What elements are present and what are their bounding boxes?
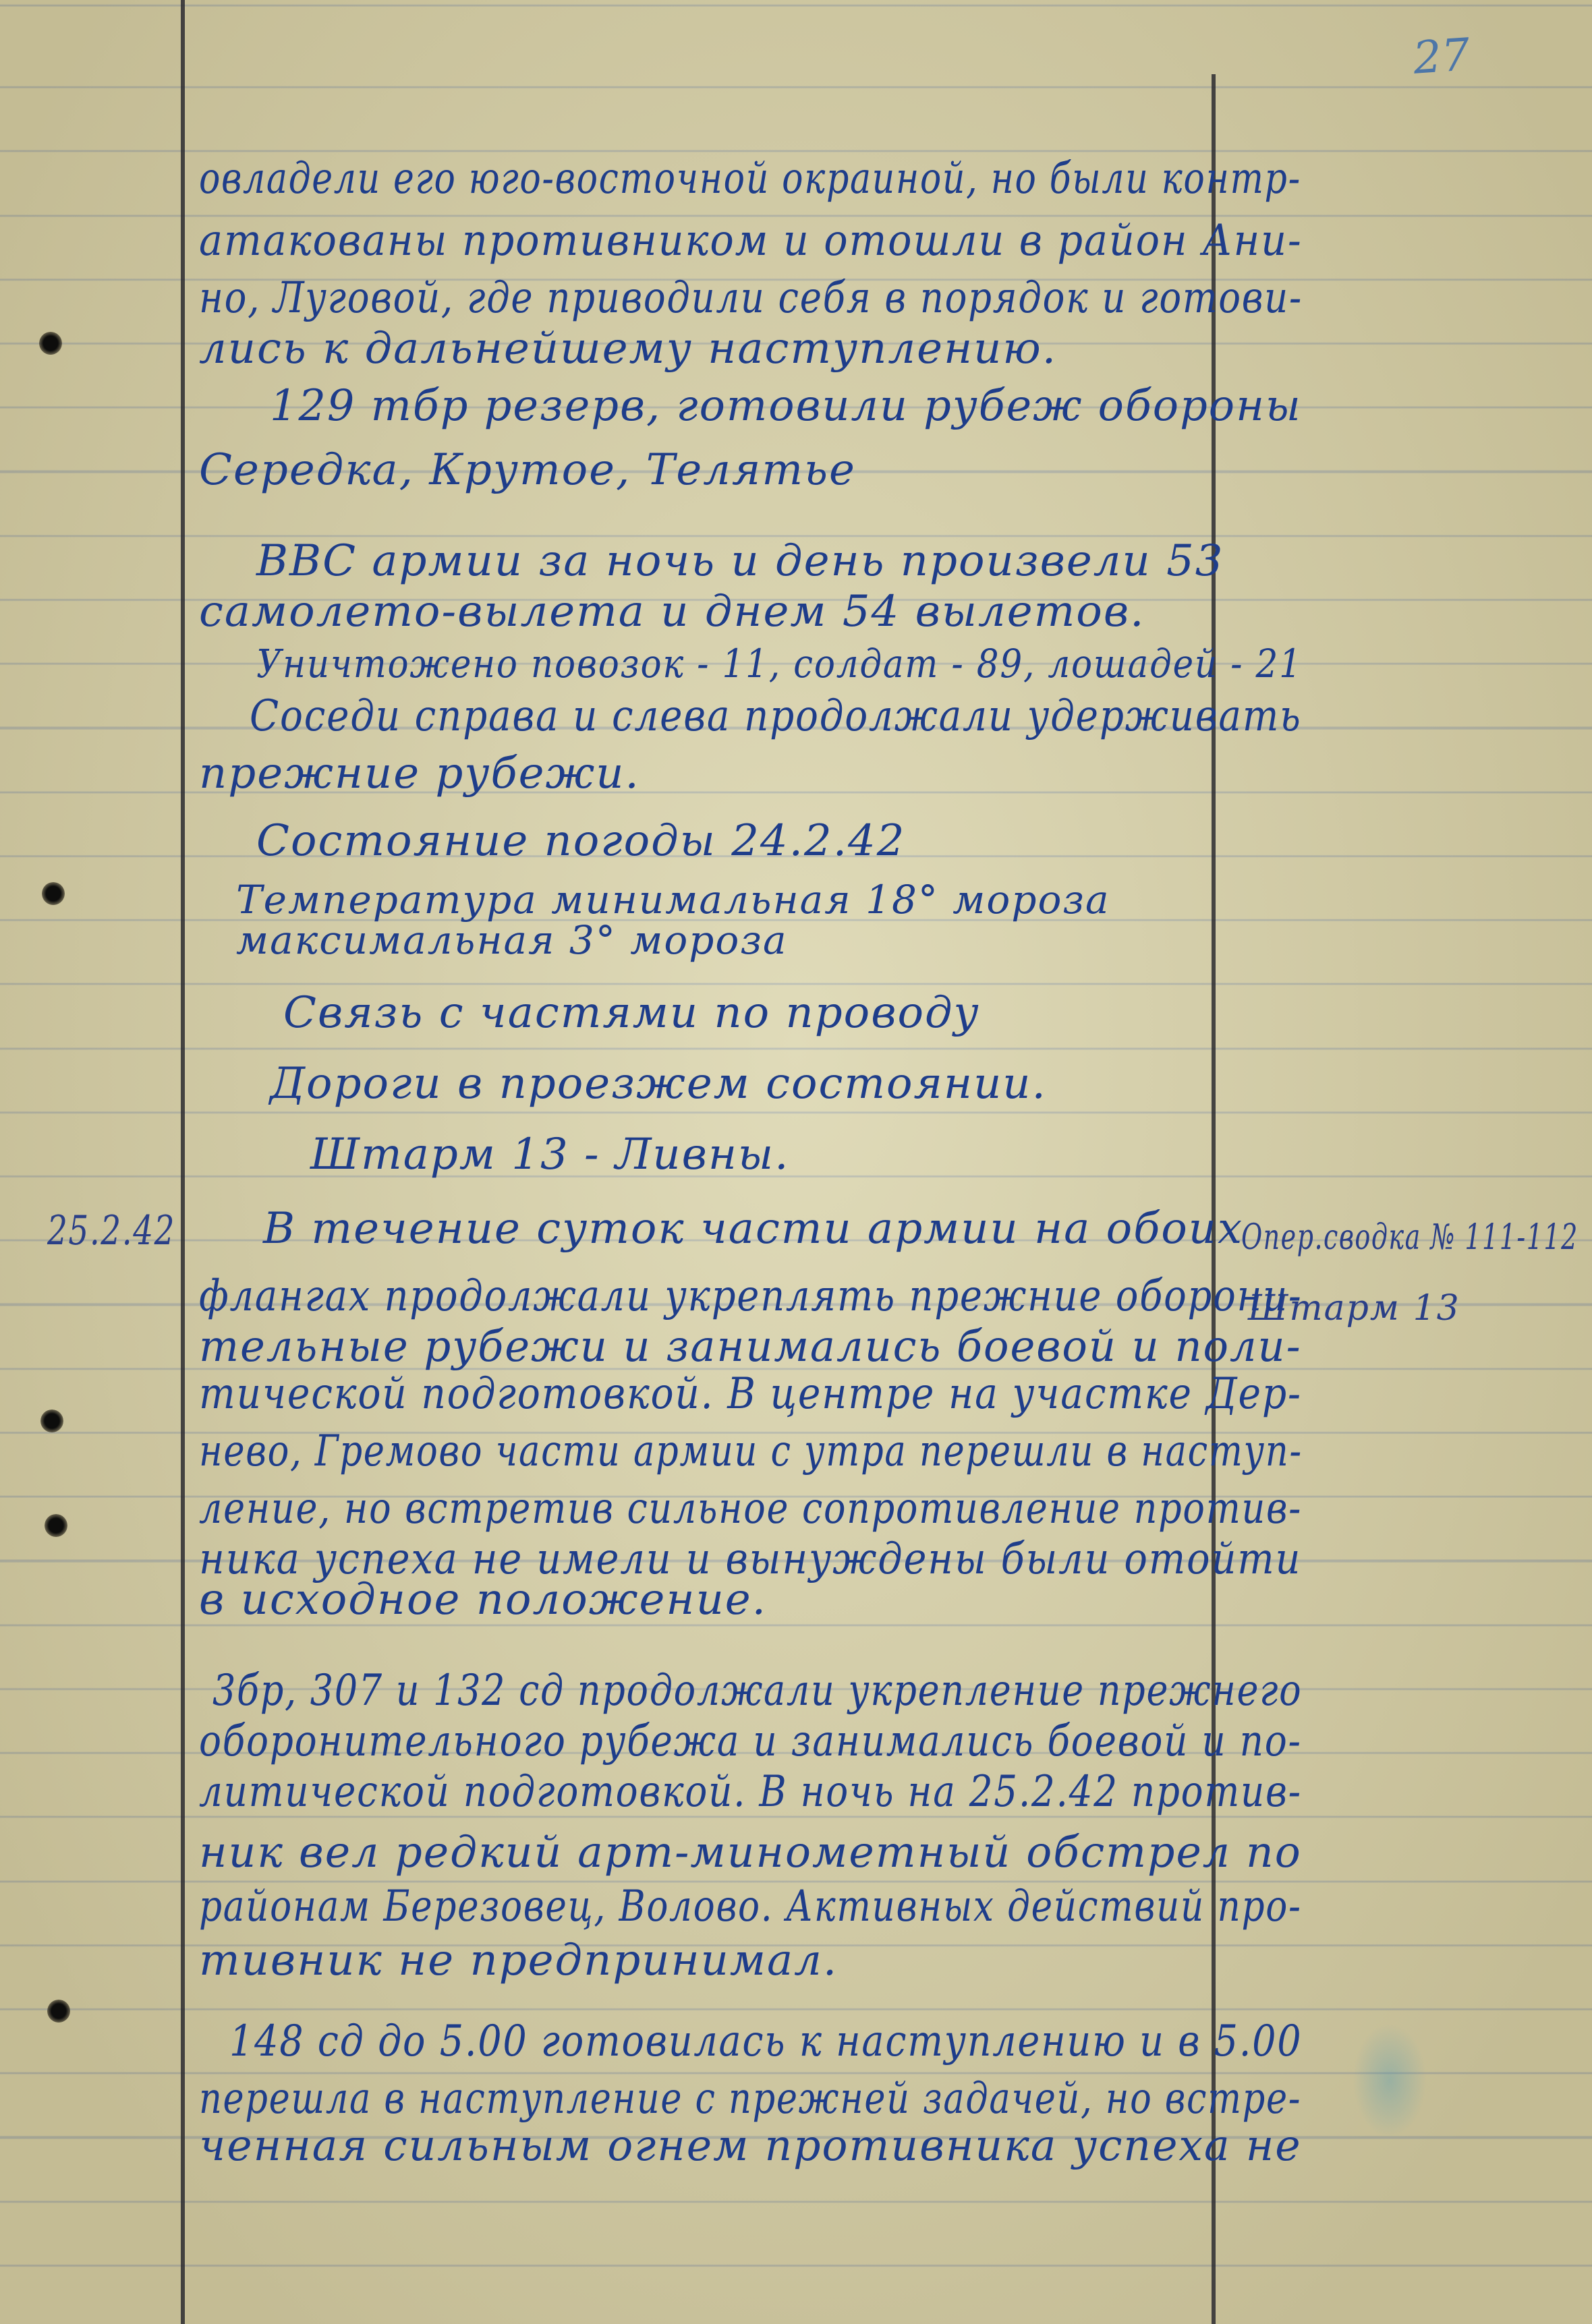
text-line: прежние рубежи. <box>199 749 640 798</box>
text-line: тивник не предпринимал. <box>199 1936 838 1985</box>
text-line: перешла в наступление с прежней задачей, но встре- <box>199 2074 1302 2124</box>
text-line: Штарм 13 - Ливны. <box>310 1130 790 1180</box>
text-line: 3бр, 307 и 132 сд продолжали укрепление прежнего <box>212 1666 1303 1716</box>
text-line: Уничтожено повозок - 11, солдат - 89, лошадей - 21 <box>256 641 1303 687</box>
punch-hole <box>45 1514 67 1537</box>
margin-date: 25.2.42 <box>47 1207 176 1254</box>
text-line: В течение суток части армии на обоих <box>263 1204 1244 1254</box>
punch-hole <box>42 882 65 905</box>
text-line: но, Луговой, где приводили себя в порядок и готови- <box>199 273 1303 323</box>
text-line: в исходное положение. <box>199 1575 767 1625</box>
margin-note: Штарм 13 <box>1248 1288 1460 1329</box>
text-line: ченная сильным огнем противника успеха не <box>199 2121 1302 2171</box>
text-line: Температура минимальная 18° мороза <box>236 877 1110 923</box>
text-line: Соседи справа и слева продолжали удерживать <box>250 691 1302 741</box>
text-line: лись к дальнейшему наступлению. <box>199 324 1058 374</box>
text-line: Связь с частями по проводу <box>283 988 980 1038</box>
left-margin-line <box>181 0 185 2324</box>
ink-stain <box>1353 2023 1427 2138</box>
margin-note: Опер.сводка № 111-112 <box>1241 1217 1579 1258</box>
text-line: тельные рубежи и занимались боевой и поли- <box>199 1322 1302 1372</box>
text-line: 129 тбр резерв, готовили рубеж обороны <box>270 381 1302 431</box>
punch-hole <box>47 2000 70 2023</box>
text-line: ника успеха не имели и вынуждены были отойти <box>199 1534 1302 1584</box>
text-line: флангах продолжали укреплять прежние оборони- <box>199 1271 1303 1321</box>
text-line: самолето-вылета и днем 54 вылетов. <box>199 587 1145 637</box>
page-number: 27 <box>1411 28 1472 84</box>
punch-hole <box>39 332 62 355</box>
text-line: максимальная 3° мороза <box>236 917 788 963</box>
text-line: 148 сд до 5.00 готовилась к наступлению и в 5.00 <box>229 2016 1303 2066</box>
punch-hole <box>40 1410 63 1432</box>
text-line: районам Березовец, Волово. Активных действий про- <box>199 1882 1302 1931</box>
text-line: ВВС армии за ночь и день произвели 53 <box>256 536 1224 586</box>
text-line: овладели его юго-восточной окраиной, но были контр- <box>199 154 1301 204</box>
text-line: оборонительного рубежа и занимались боевой и по- <box>199 1716 1302 1766</box>
text-line: Состояние погоды 24.2.42 <box>256 816 906 866</box>
text-line: атакованы противником и отошли в район Ани- <box>199 216 1303 266</box>
text-line: Середка, Крутое, Телятье <box>199 445 856 495</box>
text-line: тической подготовкой. В центре на участке Дер- <box>199 1369 1302 1419</box>
text-line: нево, Гремово части армии с утра перешли в наступ- <box>199 1426 1303 1476</box>
text-line: литической подготовкой. В ночь на 25.2.42 против- <box>199 1767 1302 1817</box>
text-line: ление, но встретив сильное сопротивление против- <box>199 1484 1303 1534</box>
text-line: Дороги в проезжем состоянии. <box>270 1059 1047 1109</box>
text-line: ник вел редкий арт-минометный обстрел по <box>199 1828 1302 1878</box>
